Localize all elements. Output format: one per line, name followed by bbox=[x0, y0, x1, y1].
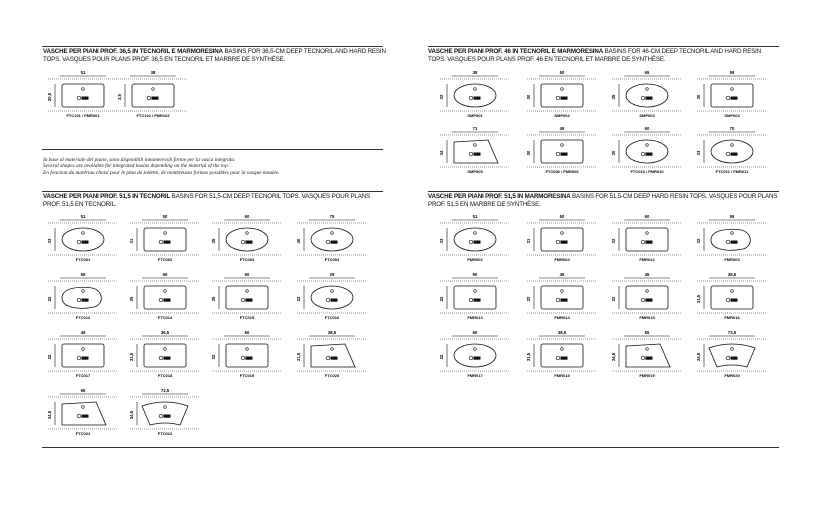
width-dimension: 60 bbox=[244, 330, 250, 335]
depth-dimension: 3,5 bbox=[117, 94, 122, 100]
basin-drawing bbox=[130, 388, 200, 438]
width-dimension: 60 bbox=[644, 214, 650, 219]
width-dimension: 55 bbox=[729, 214, 735, 219]
width-dimension: 38 bbox=[150, 70, 156, 75]
basin-ftc010-fmr010 bbox=[612, 126, 682, 176]
width-dimension: 75 bbox=[329, 214, 335, 219]
depth-dimension: 32 bbox=[439, 354, 444, 360]
basin-code: FMR018 bbox=[554, 373, 570, 378]
basin-drawing bbox=[297, 272, 367, 322]
width-dimension: 65 bbox=[80, 388, 86, 393]
basin-ftc004 bbox=[297, 214, 367, 264]
basin-drawing bbox=[440, 272, 510, 322]
note-line-en: Several shapes are available for integrated basins depending on the material of the top. bbox=[43, 163, 230, 170]
basin-fmr018 bbox=[527, 330, 597, 380]
depth-dimension: 30 bbox=[526, 150, 531, 156]
note-line-it: In base al materiale del piano, sono disponibili innumerevoli forme per la vasca integrata. bbox=[43, 157, 236, 163]
depth-dimension: 32 bbox=[696, 238, 701, 244]
depth-dimension: 40 bbox=[296, 238, 301, 244]
width-dimension: 36,5 bbox=[727, 272, 737, 277]
section-title-515-marmoresina: VASCHE PER PIANI PROF. 51,5 IN MARMORESINA BASINS FOR 51,5-CM DEEP HARD RESIN TOPS. VASQUES POUR PLANS PROF. 51,5 EN MARBRE DE SYNTHÈSE. bbox=[428, 193, 778, 209]
depth-dimension: 32 bbox=[47, 296, 52, 302]
basin-code: FTC003 bbox=[239, 257, 255, 262]
width-dimension: 60 bbox=[244, 214, 250, 219]
basin-fmr016 bbox=[697, 272, 767, 322]
basin-outline bbox=[311, 344, 355, 367]
basin-ftc014 bbox=[130, 272, 200, 322]
basin-drawing bbox=[612, 70, 682, 120]
basin-code: FMR014 bbox=[554, 315, 570, 320]
basin-code: FTC015 bbox=[239, 315, 255, 320]
basin-ftc011-fmr011 bbox=[697, 126, 767, 176]
basin-code: FTC004 bbox=[324, 257, 340, 262]
basin-drawing bbox=[297, 214, 367, 264]
basin-ftc016 bbox=[297, 272, 367, 322]
width-dimension: 60 bbox=[644, 126, 650, 131]
material-note bbox=[43, 157, 343, 176]
basin-code: FTC101 / FMR001 bbox=[66, 113, 100, 118]
depth-dimension: 32 bbox=[47, 354, 52, 360]
basin-drawing bbox=[212, 272, 282, 322]
depth-dimension: 33 bbox=[696, 150, 701, 156]
depth-dimension: 30 bbox=[611, 150, 616, 156]
width-dimension: 90 bbox=[244, 272, 250, 277]
basin-drawing bbox=[440, 330, 510, 380]
basin-drawing bbox=[697, 70, 767, 120]
width-dimension: 55 bbox=[80, 272, 86, 277]
width-dimension: 51 bbox=[472, 214, 478, 219]
width-dimension: 50 bbox=[162, 214, 168, 219]
basin-ftc101-fmr001 bbox=[48, 70, 118, 120]
basin-drawing bbox=[527, 70, 597, 120]
note-rule bbox=[42, 149, 383, 150]
basin-smp003 bbox=[612, 70, 682, 120]
basin-fmr020 bbox=[697, 330, 767, 380]
depth-dimension: 34,5 bbox=[129, 410, 134, 420]
width-dimension: 70 bbox=[729, 126, 735, 131]
basin-code: SMP003 bbox=[639, 113, 655, 118]
mid-rule-right bbox=[428, 191, 779, 192]
basin-ftc001 bbox=[48, 214, 118, 264]
basin-drawing bbox=[527, 214, 597, 264]
depth-dimension: 31,5 bbox=[696, 294, 701, 304]
basin-code: SMP002 bbox=[554, 113, 570, 118]
basin-code: FTC019 bbox=[239, 373, 255, 378]
basin-code: FTC017 bbox=[75, 373, 91, 378]
top-rule-left bbox=[42, 46, 383, 47]
basin-ftc003 bbox=[212, 214, 282, 264]
basin-code: FMR017 bbox=[467, 373, 483, 378]
width-dimension: 73,5 bbox=[160, 388, 170, 393]
depth-dimension: 31 bbox=[526, 238, 531, 244]
basin-ftc020 bbox=[297, 330, 367, 380]
basin-drawing bbox=[612, 214, 682, 264]
width-dimension: 38,5 bbox=[327, 330, 337, 335]
basin-drawing bbox=[48, 388, 118, 438]
width-dimension: 38 bbox=[472, 70, 478, 75]
width-dimension: 51 bbox=[80, 214, 86, 219]
basin-drawing bbox=[118, 70, 188, 120]
depth-dimension: 32 bbox=[211, 354, 216, 360]
depth-dimension: 35 bbox=[611, 94, 616, 100]
basin-drawing bbox=[130, 330, 200, 380]
basin-smp001 bbox=[440, 70, 510, 120]
basin-outline bbox=[62, 402, 106, 425]
basin-drawing bbox=[697, 214, 767, 264]
basin-drawing bbox=[212, 214, 282, 264]
basin-code: FMR002 bbox=[467, 257, 483, 262]
basin-drawing bbox=[440, 126, 510, 176]
mid-rule-left bbox=[42, 191, 383, 192]
depth-dimension: 31,5 bbox=[526, 352, 531, 362]
basin-code: FMR012 bbox=[639, 257, 655, 262]
basin-drawing bbox=[48, 214, 118, 264]
depth-dimension: 32 bbox=[296, 296, 301, 302]
depth-dimension: 33 bbox=[47, 238, 52, 244]
depth-dimension: 31,5 bbox=[296, 352, 301, 362]
basin-drawing bbox=[440, 70, 510, 120]
basin-fmr019 bbox=[612, 330, 682, 380]
basin-drawing bbox=[697, 272, 767, 322]
basin-ftc018 bbox=[130, 330, 200, 380]
width-dimension: 45 bbox=[80, 330, 86, 335]
width-dimension: 45 bbox=[644, 272, 650, 277]
basin-fmr015 bbox=[612, 272, 682, 322]
basin-code: FTC014 bbox=[157, 315, 173, 320]
basin-ftc006-fmr006 bbox=[527, 126, 597, 176]
basin-ftc012 bbox=[48, 272, 118, 322]
basin-ftc015 bbox=[212, 272, 282, 322]
section-title-46: VASCHE PER PIANI PROF. 46 IN TECNORIL E MARMORESINA BASINS FOR 46-CM DEEP TECNORIL AND HARD RESIN TOPS. VASQUES POUR PLANS PROF. 46 EN TECNORIL ET MARBRE DE SYNTHÈSE. bbox=[428, 48, 762, 64]
width-dimension: 50 bbox=[559, 70, 565, 75]
basin-code: FTC012 bbox=[75, 315, 91, 320]
basin-code: FTC016 bbox=[324, 315, 340, 320]
depth-dimension: 32 bbox=[611, 238, 616, 244]
basin-drawing bbox=[297, 330, 367, 380]
basin-fmr003 bbox=[697, 214, 767, 264]
width-dimension: 65 bbox=[644, 70, 650, 75]
width-dimension: 36,5 bbox=[160, 330, 170, 335]
basin-fmr012 bbox=[612, 214, 682, 264]
width-dimension: 60 bbox=[162, 272, 168, 277]
width-dimension: 38,5 bbox=[557, 330, 567, 335]
basin-outline bbox=[454, 140, 498, 163]
basin-drawing bbox=[697, 330, 767, 380]
basin-ftc102-fmr102 bbox=[118, 70, 188, 120]
width-dimension: 71 bbox=[472, 126, 478, 131]
depth-dimension: 35 bbox=[211, 296, 216, 302]
basin-ftc021 bbox=[48, 388, 118, 438]
basin-code: FMR016 bbox=[724, 315, 740, 320]
basin-drawing bbox=[612, 126, 682, 176]
basin-drawing bbox=[527, 330, 597, 380]
depth-dimension: 34 bbox=[439, 150, 444, 156]
basin-fmr013 bbox=[440, 272, 510, 322]
basin-drawing bbox=[212, 330, 282, 380]
width-dimension: 51 bbox=[80, 70, 86, 75]
basin-fmr017 bbox=[440, 330, 510, 380]
basin-code: FMR013 bbox=[467, 315, 483, 320]
depth-dimension: 34,5 bbox=[47, 410, 52, 420]
depth-dimension: 31 bbox=[129, 238, 134, 244]
basin-smp002 bbox=[527, 70, 597, 120]
basin-code: SMP001 bbox=[467, 113, 483, 118]
width-dimension: 73,5 bbox=[727, 330, 737, 335]
basin-code: FMR020 bbox=[724, 373, 740, 378]
basin-drawing bbox=[48, 70, 118, 120]
width-dimension: 45 bbox=[559, 126, 565, 131]
basin-drawing bbox=[697, 126, 767, 176]
depth-dimension: 31,5 bbox=[129, 352, 134, 362]
depth-dimension: 32 bbox=[439, 94, 444, 100]
basin-ftc017 bbox=[48, 330, 118, 380]
basin-code: SMP004 bbox=[724, 113, 740, 118]
basin-outline bbox=[626, 344, 670, 367]
basin-code: FTC018 bbox=[157, 373, 173, 378]
basin-fmr004 bbox=[527, 214, 597, 264]
width-dimension: 29 bbox=[329, 272, 335, 277]
basin-code: FTC002 bbox=[157, 257, 173, 262]
basin-code: FTC001 bbox=[75, 257, 91, 262]
basin-code: FTC022 bbox=[157, 431, 173, 436]
basin-drawing bbox=[527, 126, 597, 176]
bottom-rule bbox=[42, 447, 779, 448]
width-dimension: 65 bbox=[644, 330, 650, 335]
width-dimension: 60 bbox=[472, 330, 478, 335]
depth-dimension: 32 bbox=[611, 296, 616, 302]
depth-dimension: 33 bbox=[439, 238, 444, 244]
width-dimension: 45 bbox=[559, 272, 565, 277]
basin-code: FTC011 / FMR011 bbox=[715, 169, 749, 174]
section-title-515-tecnoril: VASCHE PER PIANI PROF. 51,5 IN TECNORIL BASINS FOR 51,5-CM DEEP TECNORIL TOPS. VASQUES POUR PLANS PROF. 51,5 EN TECNORIL. bbox=[43, 193, 370, 209]
basin-code: FTC020 bbox=[324, 373, 340, 378]
note-line-fr: En fonction du matériau choisi pour le plan de toilette, de nombreuses formes possibles pour la vasque moulée. bbox=[43, 169, 280, 176]
basin-drawing bbox=[527, 272, 597, 322]
depth-dimension: 30 bbox=[526, 94, 531, 100]
basin-code: FTC010 / FMR010 bbox=[630, 169, 664, 174]
basin-code: FTC102 / FMR102 bbox=[136, 113, 170, 118]
width-dimension: 50 bbox=[559, 214, 565, 219]
basin-code: FTC006 / FMR006 bbox=[545, 169, 579, 174]
basin-drawing bbox=[48, 330, 118, 380]
basin-drawing bbox=[440, 214, 510, 264]
basin-drawing bbox=[612, 330, 682, 380]
depth-dimension: 30 bbox=[696, 94, 701, 100]
depth-dimension: 32 bbox=[439, 296, 444, 302]
basin-ftc019 bbox=[212, 330, 282, 380]
basin-code: FTC021 bbox=[75, 431, 91, 436]
basin-code: SMP005 bbox=[467, 169, 483, 174]
width-dimension: 59 bbox=[729, 70, 735, 75]
basin-code: FMR019 bbox=[639, 373, 655, 378]
basin-ftc022 bbox=[130, 388, 200, 438]
basin-fmr014 bbox=[527, 272, 597, 322]
basin-drawing bbox=[130, 214, 200, 264]
basin-code: FMR015 bbox=[639, 315, 655, 320]
basin-smp005 bbox=[440, 126, 510, 176]
depth-dimension: 32 bbox=[526, 296, 531, 302]
top-rule-right bbox=[428, 46, 779, 47]
section-title-36: VASCHE PER PIANI PROF. 36,5 IN TECNORIL E MARMORESINA BASINS FOR 36,5-CM DEEP TECNORIL AND HARD RESIN TOPS. VASQUES POUR PLANS PROF. 36,5 EN TECNORIL ET MARBRE DE SYNTHÈSE. bbox=[43, 48, 386, 64]
basin-code: FMR003 bbox=[724, 257, 740, 262]
basin-drawing bbox=[130, 272, 200, 322]
basin-smp004 bbox=[697, 70, 767, 120]
depth-dimension: 34,5 bbox=[696, 352, 701, 362]
basin-drawing bbox=[612, 272, 682, 322]
basin-drawing bbox=[48, 272, 118, 322]
basin-fmr002 bbox=[440, 214, 510, 264]
basin-ftc002 bbox=[130, 214, 200, 264]
depth-dimension: 20,5 bbox=[47, 92, 52, 102]
depth-dimension: 34,5 bbox=[611, 352, 616, 362]
depth-dimension: 35 bbox=[211, 238, 216, 244]
width-dimension: 90 bbox=[472, 272, 478, 277]
depth-dimension: 35 bbox=[129, 296, 134, 302]
basin-code: FMR004 bbox=[554, 257, 570, 262]
